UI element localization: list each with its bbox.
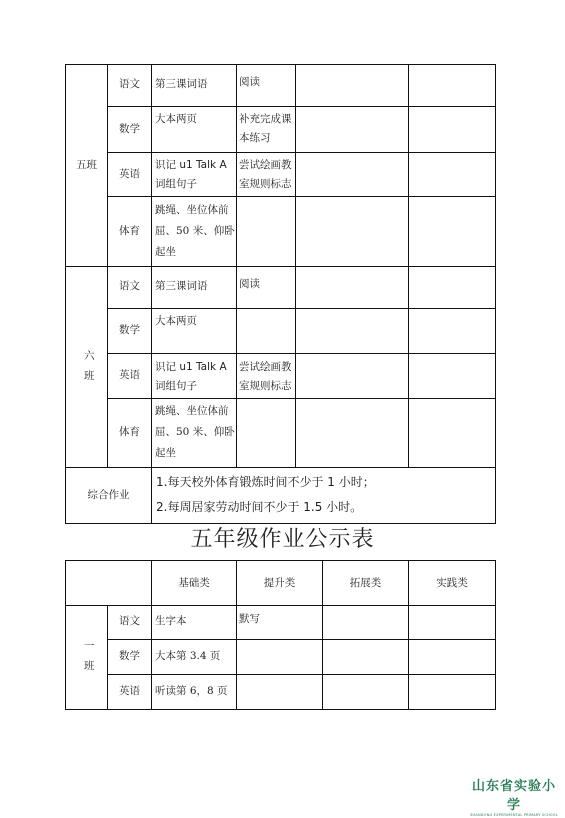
basic-homework: 第三课词语 (155, 78, 208, 90)
subject-label: 语文 (119, 615, 140, 627)
basic-homework: 大本两页 (155, 315, 197, 327)
subject-label: 数学 (119, 123, 140, 135)
page-title: 五年级作业公示表 (190, 527, 375, 552)
subject-label: 英语 (119, 369, 140, 381)
class-label: 六班 (84, 350, 95, 382)
subject-label: 体育 (119, 225, 140, 237)
summary-line: 2.每周居家劳动时间不少于 1.5 小时。 (156, 500, 363, 514)
school-name: 山东省实验小学 (471, 779, 556, 813)
improve-homework: 补充完成课本练习 (239, 113, 292, 144)
basic-homework: 识记 u1 Talk A 词组句子 (155, 361, 227, 392)
subject-label: 数学 (119, 324, 140, 336)
class-label: 五班 (76, 159, 97, 171)
subject-label: 语文 (119, 280, 140, 292)
basic-homework: 生字本 (155, 615, 187, 627)
class-label: 一班 (84, 640, 95, 672)
school-logo (468, 775, 560, 818)
subject-label: 英语 (119, 685, 140, 697)
improve-homework: 阅读 (239, 76, 260, 88)
basic-homework: 第三课词语 (155, 280, 208, 292)
improve-homework: 阅读 (239, 278, 260, 290)
subject-label: 体育 (119, 426, 140, 438)
improve-homework: 尝试绘画教室规则标志 (239, 159, 292, 190)
subject-label: 数学 (119, 650, 140, 662)
basic-homework: 听读第 6，8 页 (155, 685, 228, 697)
improve-homework: 尝试绘画教室规则标志 (239, 361, 292, 392)
basic-homework: 跳绳、坐位体前屈、50 米、仰卧起坐 (155, 405, 235, 459)
basic-homework: 大本第 3.4 页 (155, 650, 221, 662)
basic-homework: 大本两页 (155, 113, 197, 125)
column-header: 基础类 (178, 577, 210, 589)
subject-label: 英语 (119, 168, 140, 180)
basic-homework: 识记 u1 Talk A 词组句子 (155, 159, 227, 190)
column-header: 拓展类 (349, 577, 382, 589)
column-header: 提升类 (263, 577, 296, 589)
basic-homework: 跳绳、坐位体前屈、50 米、仰卧起坐 (155, 204, 235, 258)
column-header: 实践类 (436, 577, 468, 589)
school-english-name: SHANDONG EXPERIMENTAL PRIMARY SCHOOL (470, 813, 558, 817)
summary-line: 1.每天校外体育锻炼时间不少于 1 小时； (156, 475, 375, 489)
subject-label: 语文 (119, 78, 140, 90)
summary-label: 综合作业 (87, 489, 130, 501)
improve-homework: 默写 (239, 613, 260, 625)
